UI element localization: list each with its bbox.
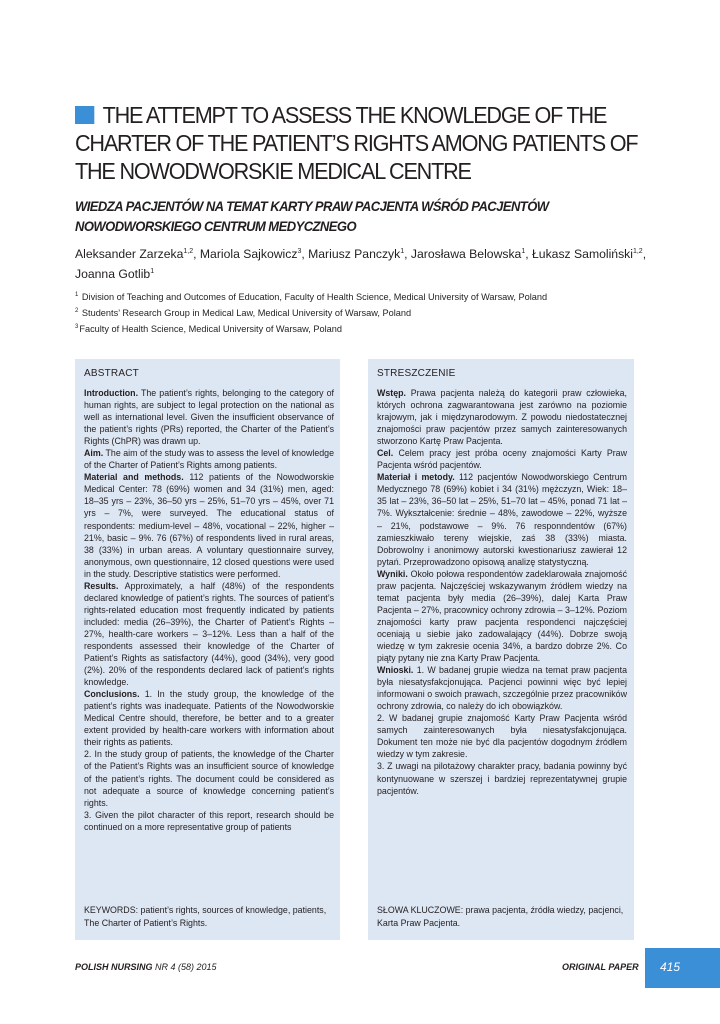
journal-name: POLISH NURSING: [75, 962, 153, 972]
streszczenie-wnioski-item: 3. Z uwagi na pilotażowy charakter pracy, badania powinny być kontynuowane w szerszej i bardziej reprezentatywnej grupie pacjentów.: [377, 761, 627, 796]
abstract-conclusion-item: 2. In the study group of patients, the knowledge of the Charter of the Patient’s Rights was an insufficient source of knowledge of the patient’s rights. The document could be considered as not adequate a source of knowledge concerning patient’s rights.: [84, 749, 334, 808]
abstract-aim: Aim. The aim of the study was to assess the level of knowledge of the Charter of Patient’s Rights among patients.: [84, 448, 334, 471]
page-number-box: [645, 948, 720, 988]
streszczenie-wnioski-item: 2. W badanej grupie znajomość Karty Praw Pacjenta wśród samych zainteresowanych była niesatysfakcjonująca. Dokument ten może nie być dla pacjentów dogodnym źródłem wiedzy w tym zakresie.: [377, 713, 627, 760]
abstract-conclusions: Conclusions. 1. In the study group, the knowledge of the patient’s rights was inadequate. Patients of the Nowodworskie Medical Centre should, therefore, be better and to a greater extent provided by health-care workers with information about their rights as patients.: [84, 689, 334, 748]
author-list: [75, 243, 655, 283]
author: Mariola Sajkowicz$^3$,: [199, 247, 309, 261]
streszczenie-keywords: SŁOWA KLUCZOWE: prawa pacjenta, źródła wiedzy, pacjenci, Karta Praw Pacjenta.: [377, 905, 624, 928]
streszczenie-heading: STRESZCZENIE: [377, 368, 456, 379]
streszczenie-wyniki: Wyniki. Około połowa respondentów zadeklarowała znajomość praw pacjenta. Najczęściej wskazywanym źródłem wiedzy na temat pacjenta były media (26–39%), dalej Karta Praw Pacjenta – 27%, pracownicy ochrony zdrowia – 3–12%. Poziom znajomości karty praw pacjenta respondenci najczęściej oceniają u siebie jako zadowalający (44%). Dobrze swoją wiedzę w tym zakresie ocenia 34%, a bardzo dobrze 2%. Co piąty pytany nie zna Karty Praw Pacjenta.: [377, 568, 627, 664]
streszczenie-wnioski: Wnioski. 1. W badanej grupie wiedza na temat praw pacjenta była niesatysfakcjonująca. Pacjenci powinni więc być lepiej informowani o swoich prawach, szczególnie przez pracowników ochrony zdrowia, co należy do ich obowiązków.: [377, 665, 627, 712]
article-subtitle: WIEDZA PACJENTÓW NA TEMAT KARTY PRAW PACJENTA WŚRÓD PACJENTÓW NOWODWORSKIEGO CENTRUM MEDYCZNEGO: [75, 198, 549, 234]
author: Łukasz Samoliński$^{1,2}$,: [532, 247, 647, 261]
affiliation: $^2$ Students’ Research Group in Medical Law, Medical University of Warsaw, Poland: [75, 308, 412, 318]
author: Jarosława Belowska$^1$,: [410, 247, 533, 261]
abstract-body: [84, 387, 334, 833]
streszczenie-body: [377, 387, 627, 797]
abstract-conclusion-item: 3. Given the pilot character of this report, research should be continued on a more representative group of patients: [84, 809, 334, 832]
abstract-introduction: Introduction. The patient’s rights, belonging to the category of human rights, are subject to legal protection on the national as well as international level. Given the insufficient observance of the patient’s rights (PRs) reported, the Charter of the Patient’s Rights (ChPR) was drawn up.: [84, 388, 334, 447]
journal-issue: NR 4 (58) 2015: [155, 962, 217, 972]
streszczenie-metody: Materiał i metody. 112 pacjentów Nowodworskiego Centrum Medycznego 78 (69%) kobiet i 34 (31%) mężczyzn, Wiek: 18–35 lat – 23%, 36–50 lat – 25%, 51–70 lat – 45%, ponad 71 lat – 7%. Wykształcenie: średnie – 48%, zawodowe – 22%, wyższe – 21%, podstawowe – 9%. 76 responndentów (67%) zamieszkiwało tereny wiejskie, zaś 38 (33%) miasta. Dobrowolny i anonimowy autorski kwestionariusz zawierał 12 pytań. Przeprowadzono opisową analizę statystyczną.: [377, 472, 627, 567]
journal-footer: [75, 962, 217, 972]
page-number: 415: [660, 960, 681, 974]
title-square-marker: [75, 106, 94, 124]
abstract-keywords: KEYWORDS: patient’s rights, sources of knowledge, patients, The Charter of Patient’s Rights.: [84, 905, 327, 928]
abstract-results: Results. Approximately, a half (48%) of the respondents declared knowledge of patient’s rights. The sources of patient’s rights-related education most frequently indicated by patients included: media (26–39%), the Charter of Patient’s Rights – 27%, health-care workers – 3–12%. Less than a half of the respondents assessed their knowledge of the Charter of Patient’s Rights as satisfactory (44%), good (34%), very good (2%). 20% of the respondents declared lack of patient’s rights knowledge.: [84, 580, 334, 688]
author: Aleksander Zarzeka$^{1,2}$,: [75, 247, 200, 261]
article-title-text: THE ATTEMPT TO ASSESS THE KNOWLEDGE OF THE CHARTER OF THE PATIENT’S RIGHTS AMONG PATIENTS OF THE NOWODWORSKIE MEDICAL CENTRE: [75, 102, 638, 184]
author: Mariusz Panczyk$^1$,: [308, 247, 411, 261]
abstract-heading: ABSTRACT: [84, 368, 139, 379]
abstract-box: [75, 359, 340, 940]
article-title: [75, 101, 645, 185]
section-label: ORIGINAL PAPER: [562, 962, 639, 972]
affiliation: $^1$ Division of Teaching and Outcomes of Education, Faculty of Health Science, Medical University of Warsaw, Poland: [75, 292, 548, 302]
streszczenie-wstep: Wstęp. Prawa pacjenta należą do kategorii praw człowieka, których ochrona zagwarantowana jest zarówno na poziomie krajowym, jak i międzynarodowym. Z powodu niedostatecznej znajomości praw pacjentów przez samych zainteresowanych stworzono Kartę Praw Pacjenta.: [377, 388, 627, 447]
streszczenie-cel: Cel. Celem pracy jest próba oceny znajomości Karty Praw Pacjenta wśród pacjentów.: [377, 448, 627, 471]
affiliation: $^3$Faculty of Health Science, Medical University of Warsaw, Poland: [75, 324, 342, 334]
author: Joanna Gotlib$^1$: [75, 267, 155, 281]
abstract-methods: Material and methods. 112 patients of the Nowodworskie Medical Center: 78 (69%) women and 34 (31%) men, aged: 18–35 yrs – 23%, 36–50 yrs – 25%, 51–70 yrs – 45%, over 71 yrs – 7%, were surveyed. The educational status of respondents: medium-level – 48%, vocational – 22%, higher – 21%, basic – 9%. 76 (67%) of respondents lived in rural areas, 38 (33%) in urban areas. A voluntary questionnaire survey, anonymous, own questionnaire, 12 closed questions were used in the study. Descriptive statistics were performed.: [84, 472, 335, 579]
affiliations: [75, 288, 635, 336]
streszczenie-box: [368, 359, 634, 940]
